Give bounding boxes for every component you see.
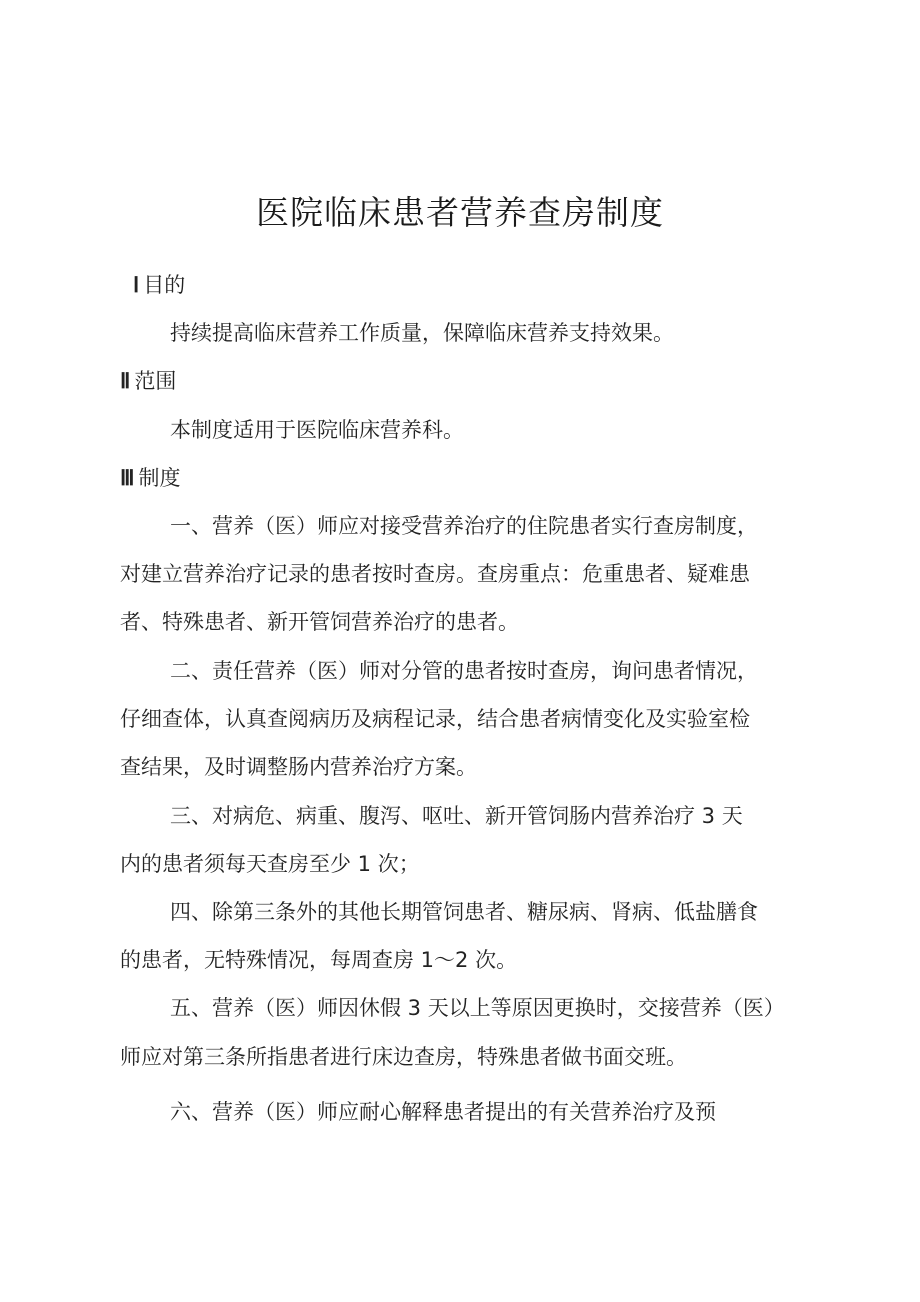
document-title: 医院临床患者营养查房制度: [256, 193, 664, 233]
clause-2-line-3: 查结果，及时调整肠内营养治疗方案。: [120, 755, 477, 779]
section-numeral: Ⅲ: [120, 467, 135, 490]
clause-6-line-1: 六、营养（医）师应耐心解释患者提出的有关营养治疗及预: [170, 1100, 716, 1124]
clause-1-line-1: 一、营养（医）师应对接受营养治疗的住院患者实行查房制度，: [170, 514, 758, 538]
clause-3-line-1: 三、对病危、病重、腹泻、呕吐、新开管饲肠内营养治疗 3 天: [170, 804, 743, 828]
section-heading-purpose: [133, 270, 185, 301]
section-numeral: Ⅰ: [133, 274, 140, 297]
clause-5-line-2: 师应对第三条所指患者进行床边查房，特殊患者做书面交班。: [120, 1045, 687, 1069]
section-numeral: Ⅱ: [120, 370, 131, 393]
clause-3-line-2: 内的患者须每天查房至少 1 次；: [120, 852, 420, 876]
section-title: 目的: [143, 273, 186, 297]
clause-4-line-1: 四、除第三条外的其他长期管饲患者、糖尿病、肾病、低盐膳食: [170, 900, 758, 924]
paragraph-line: 持续提高临床营养工作质量，保障临床营养支持效果。: [170, 321, 674, 345]
clause-4-line-2: 的患者，无特殊情况，每周查房 1～2 次。: [120, 948, 518, 972]
section-heading-scope: [120, 366, 176, 397]
clause-2-line-1: 二、责任营养（医）师对分管的患者按时查房，询问患者情况，: [170, 659, 758, 683]
clause-5-line-1: 五、营养（医）师因休假 3 天以上等原因更换时，交接营养（医）: [170, 996, 785, 1020]
clause-1-line-3: 者、特殊患者、新开管饲营养治疗的患者。: [120, 610, 519, 634]
section-heading-policy: [120, 463, 180, 494]
paragraph-line: 本制度适用于医院临床营养科。: [170, 418, 464, 442]
clause-1-line-2: 对建立营养治疗记录的患者按时查房。查房重点：危重患者、疑难患: [120, 562, 750, 586]
clause-2-line-2: 仔细查体，认真查阅病历及病程记录，结合患者病情变化及实验室检: [120, 707, 750, 731]
section-title: 范围: [134, 369, 177, 393]
section-title: 制度: [138, 466, 181, 490]
